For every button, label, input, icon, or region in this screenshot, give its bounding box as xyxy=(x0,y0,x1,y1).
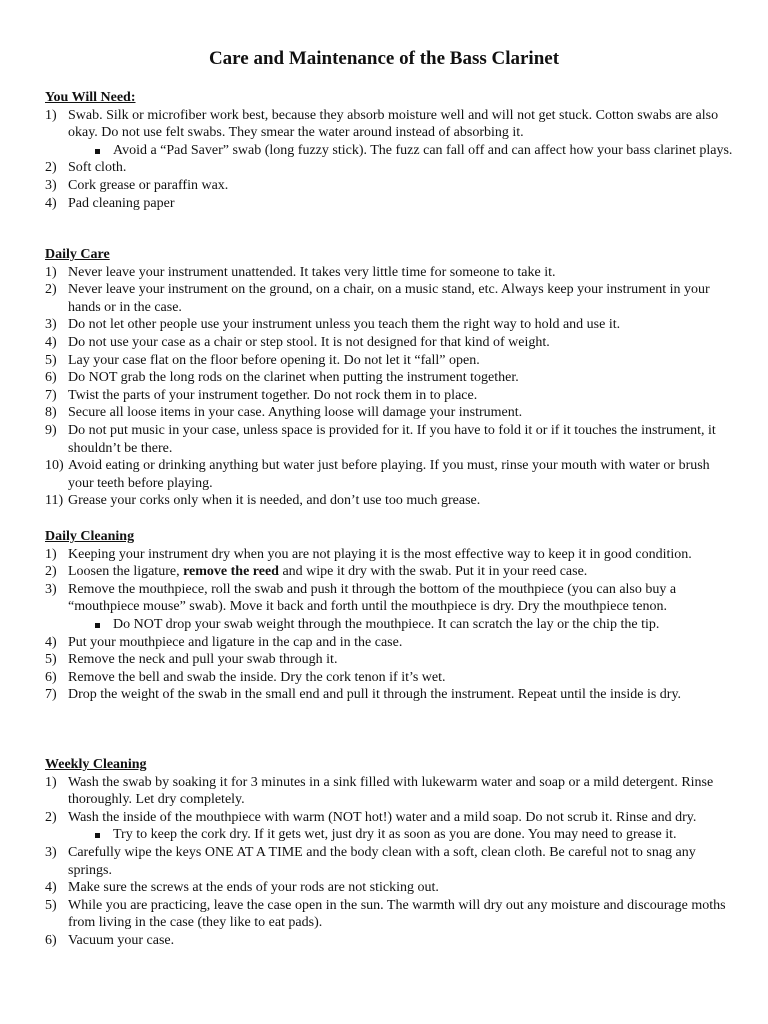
item-text: Twist the parts of your instrument together. Do not rock them in to place. xyxy=(68,387,478,403)
item-number: 3) xyxy=(45,581,57,597)
item-number: 2) xyxy=(45,564,57,580)
item-number: 5) xyxy=(45,352,57,368)
item-text: Never leave your instrument unattended. It takes very little time for someone to take it. xyxy=(68,264,556,280)
item-number: 2) xyxy=(45,160,57,176)
item-number: 6) xyxy=(45,669,57,685)
item-list xyxy=(45,107,735,213)
list-item xyxy=(45,316,735,334)
list-item xyxy=(45,546,735,564)
list-item xyxy=(45,581,735,634)
item-number: 3) xyxy=(45,844,57,860)
bullet-icon xyxy=(95,833,100,838)
item-text: Secure all loose items in your case. Anything loose will damage your instrument. xyxy=(68,405,523,421)
list-item xyxy=(45,334,735,352)
section-heading: Daily Care xyxy=(45,247,110,262)
item-text: While you are practicing, leave the case open in the sun. The warmth will dry out any moisture and discourage moths from living in the case (they like to eat pads). xyxy=(68,897,726,931)
item-list xyxy=(45,774,735,950)
item-text-emphasis: remove the reed xyxy=(183,564,279,580)
list-item xyxy=(45,159,735,177)
item-text: Never leave your instrument on the ground, on a chair, on a music stand, etc. Always keep your instrument in your hands or in the case. xyxy=(68,282,710,315)
item-text: Wash the inside of the mouthpiece with warm (NOT hot!) water and a mild soap. Do not scrub it. Rinse and dry. xyxy=(68,809,697,825)
sub-list xyxy=(68,826,735,844)
item-list xyxy=(45,546,735,704)
list-item xyxy=(45,774,735,809)
list-item xyxy=(45,404,735,422)
list-item xyxy=(45,651,735,669)
section-weekly-cleaning xyxy=(45,756,735,950)
item-text: Vacuum your case. xyxy=(68,932,175,948)
section-heading: You Will Need: xyxy=(45,90,136,105)
sub-list xyxy=(68,616,735,634)
list-item xyxy=(45,809,735,844)
list-item xyxy=(45,387,735,405)
item-number: 3) xyxy=(45,177,57,193)
section-you-will-need xyxy=(45,89,735,212)
item-text: Remove the neck and pull your swab through it. xyxy=(68,652,338,668)
item-text: Carefully wipe the keys ONE AT A TIME and the body clean with a soft, clean cloth. Be careful not to snag any springs. xyxy=(68,844,696,878)
item-number: 8) xyxy=(45,405,57,421)
list-item xyxy=(45,897,735,932)
list-item xyxy=(45,457,735,492)
item-number: 1) xyxy=(45,546,57,562)
item-text-part: Loosen the ligature, xyxy=(68,564,184,580)
item-list xyxy=(45,264,735,510)
item-number: 9) xyxy=(45,422,57,438)
item-number: 4) xyxy=(45,334,57,350)
item-text: Put your mouthpiece and ligature in the cap and in the case. xyxy=(68,634,403,650)
item-number: 1) xyxy=(45,774,57,790)
item-number: 4) xyxy=(45,880,57,896)
section-daily-cleaning xyxy=(45,528,735,704)
item-number: 6) xyxy=(45,932,57,948)
bullet-icon xyxy=(95,149,100,154)
item-text: Remove the mouthpiece, roll the swab and push it through the bottom of the mouthpiece (you can also buy a “mouthpiece mouse” swab). Move it back and forth until the mouthpiece is dry. Dry the mouthpiece tenon. xyxy=(68,581,677,615)
list-item xyxy=(45,492,735,510)
sub-list xyxy=(68,142,735,160)
item-number: 11) xyxy=(45,493,64,509)
list-item xyxy=(45,107,735,160)
item-text: Avoid eating or drinking anything but water just before playing. If you must, rinse your mouth with water or brush your teeth before playing. xyxy=(68,458,710,491)
item-text: Remove the bell and swab the inside. Dry the cork tenon if it’s wet. xyxy=(68,669,446,685)
item-number: 4) xyxy=(45,634,57,650)
list-item xyxy=(45,844,735,879)
page-title: Care and Maintenance of the Bass Clarinet xyxy=(208,48,560,69)
sub-item xyxy=(68,616,735,634)
item-text: Keeping your instrument dry when you are not playing it is the most effective way to keep it in good condition. xyxy=(68,546,692,562)
item-text: Make sure the screws at the ends of your rods are not sticking out. xyxy=(68,880,439,896)
section-daily-care xyxy=(45,246,735,510)
list-item xyxy=(45,669,735,687)
sub-item-text: Avoid a “Pad Saver” swab (long fuzzy stick). The fuzz can fall off and can affect how your bass clarinet plays. xyxy=(113,142,733,158)
item-text: Cork grease or paraffin wax. xyxy=(68,177,229,193)
item-text-part: and wipe it dry with the swab. Put it in your reed case. xyxy=(278,564,588,580)
list-item xyxy=(45,686,735,704)
bullet-icon xyxy=(95,623,100,628)
list-item xyxy=(45,634,735,652)
item-text: Do not put music in your case, unless space is provided for it. If you have to fold it or if it touches the instrument, it shouldn’t be there. xyxy=(68,422,716,456)
section-heading: Daily Cleaning xyxy=(45,529,135,544)
list-item xyxy=(45,195,735,213)
item-number: 5) xyxy=(45,652,57,668)
list-item xyxy=(45,177,735,195)
list-item xyxy=(45,422,735,457)
item-text: Do not use your case as a chair or step stool. It is not designed for that kind of weight. xyxy=(68,334,550,350)
item-number: 2) xyxy=(45,809,57,825)
list-item xyxy=(45,281,735,316)
item-text: Lay your case flat on the floor before opening it. Do not let it “fall” open. xyxy=(68,352,480,368)
list-item xyxy=(45,369,735,387)
list-item xyxy=(45,264,735,282)
list-item xyxy=(45,352,735,370)
item-number: 2) xyxy=(45,282,57,298)
item-text: Grease your corks only when it is needed, and don’t use too much grease. xyxy=(68,493,481,509)
item-number: 1) xyxy=(45,107,57,123)
section-heading: Weekly Cleaning xyxy=(45,757,147,772)
item-text: Do NOT grab the long rods on the clarinet when putting the instrument together. xyxy=(68,370,519,386)
list-item xyxy=(45,879,735,897)
item-number: 4) xyxy=(45,195,57,211)
item-number: 10) xyxy=(45,458,64,474)
item-number: 7) xyxy=(45,687,57,703)
list-item xyxy=(45,563,735,581)
sub-item-text: Do NOT drop your swab weight through the mouthpiece. It can scratch the lay or the chip the tip. xyxy=(113,616,660,632)
item-text: Soft cloth. xyxy=(68,160,127,176)
item-text: Wash the swab by soaking it for 3 minutes in a sink filled with lukewarm water and soap or a mild detergent. Rinse thoroughly. Let dry completely. xyxy=(68,774,714,808)
sub-item xyxy=(68,826,735,844)
item-number: 6) xyxy=(45,370,57,386)
sub-item-text: Try to keep the cork dry. If it gets wet, just dry it as soon as you are done. You may need to grease it. xyxy=(113,827,677,843)
item-text: Pad cleaning paper xyxy=(68,195,175,211)
item-text: Swab. Silk or microfiber work best, because they absorb moisture well and will not get stuck. Cotton swabs are also okay. Do not use felt swabs. They smear the water around instead of absorbing it. xyxy=(68,107,719,141)
item-text: Drop the weight of the swab in the small end and pull it through the instrument. Repeat until the inside is dry. xyxy=(68,687,682,703)
list-item xyxy=(45,932,735,950)
item-text: Do not let other people use your instrument unless you teach them the right way to hold and use it. xyxy=(68,317,621,333)
sub-item xyxy=(68,142,735,160)
item-number: 5) xyxy=(45,897,57,913)
item-number: 1) xyxy=(45,264,57,280)
item-number: 7) xyxy=(45,387,57,403)
item-number: 3) xyxy=(45,317,57,333)
